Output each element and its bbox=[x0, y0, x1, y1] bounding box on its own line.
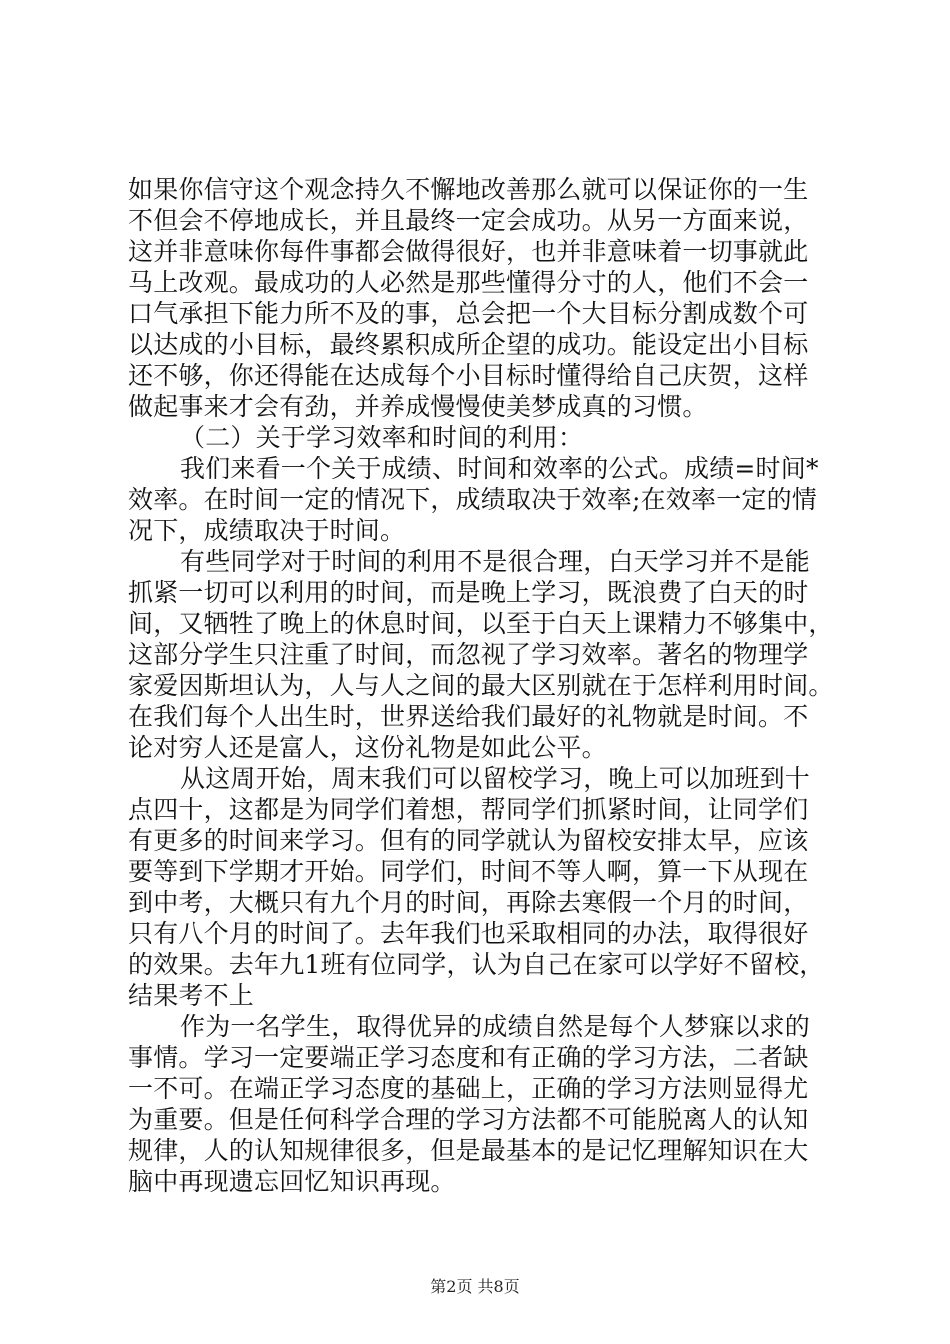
text-line: 论对穷人还是富人，这份礼物是如此公平。 bbox=[128, 733, 607, 762]
text-line: 的效果。去年九1班有位同学，认为自己在家可以学好不留校， bbox=[128, 950, 825, 979]
page-footer bbox=[0, 1277, 950, 1297]
section-heading: （二）关于学习效率和时间的利用： bbox=[180, 423, 584, 452]
text-line: 不但会不停地成长，并且最终一定会成功。从另一方面来说， bbox=[128, 206, 809, 235]
text-line: 马上改观。最成功的人必然是那些懂得分寸的人，他们不会一 bbox=[128, 268, 809, 297]
text-line: 脑中再现遗忘回忆知识再现。 bbox=[128, 1167, 456, 1196]
text-line: 为重要。但是任何科学合理的学习方法都不可能脱离人的认知 bbox=[128, 1105, 809, 1134]
text-line: 口气承担下能力所不及的事，总会把一个大目标分割成数个可 bbox=[128, 299, 809, 328]
text-line: 家爱因斯坦认为，人与人之间的最大区别就在于怎样利用时间。 bbox=[128, 671, 834, 700]
text-line: 抓紧一切可以利用的时间，而是晚上学习，既浪费了白天的时 bbox=[128, 578, 809, 607]
paragraph-first-line: 我们来看一个关于成绩、时间和效率的公式。成绩=时间* bbox=[180, 454, 819, 483]
text-line: 这部分学生只注重了时间，而忽视了学习效率。著名的物理学 bbox=[128, 640, 809, 669]
text-line: 做起事来才会有劲，并养成慢慢使美梦成真的习惯。 bbox=[128, 392, 708, 421]
paragraph-first-line: 作为一名学生，取得优异的成绩自然是每个人梦寐以求的 bbox=[180, 1012, 811, 1041]
paragraph-first-line: 从这周开始，周末我们可以留校学习，晚上可以加班到十 bbox=[180, 764, 811, 793]
text-line: 间，又牺牲了晚上的休息时间，以至于白天上课精力不够集中， bbox=[128, 609, 834, 638]
text-line: 事情。学习一定要端正学习态度和有正确的学习方法，二者缺 bbox=[128, 1043, 809, 1072]
text-line: 规律，人的认知规律很多，但是最基本的是记忆理解知识在大 bbox=[128, 1136, 809, 1165]
text-line: 到中考，大概只有九个月的时间，再除去寒假一个月的时间， bbox=[128, 888, 809, 917]
text-line: 在我们每个人出生时，世界送给我们最好的礼物就是时间。不 bbox=[128, 702, 809, 731]
text-line: 况下，成绩取决于时间。 bbox=[128, 516, 406, 545]
text-line: 这并非意味你每件事都会做得很好，也并非意味着一切事就此 bbox=[128, 237, 809, 266]
text-line: 要等到下学期才开始。同学们，时间不等人啊，算一下从现在 bbox=[128, 857, 809, 886]
page-number-label: 第2页 共8页 bbox=[430, 1277, 520, 1296]
text-line: 效率。在时间一定的情况下，成绩取决于效率;在效率一定的情 bbox=[128, 485, 818, 514]
text-line: 以达成的小目标，最终累积成所企望的成功。能设定出小目标 bbox=[128, 330, 809, 359]
text-line: 一不可。在端正学习态度的基础上，正确的学习方法则显得尤 bbox=[128, 1074, 809, 1103]
text-line: 点四十，这都是为同学们着想，帮同学们抓紧时间，让同学们 bbox=[128, 795, 809, 824]
text-line: 有更多的时间来学习。但有的同学就认为留校安排太早，应该 bbox=[128, 826, 809, 855]
text-line: 结果考不上 bbox=[128, 981, 255, 1010]
paragraph-first-line: 有些同学对于时间的利用不是很合理，白天学习并不是能 bbox=[180, 547, 811, 576]
text-line: 只有八个月的时间了。去年我们也采取相同的办法，取得很好 bbox=[128, 919, 809, 948]
text-line: 如果你信守这个观念持久不懈地改善那么就可以保证你的一生 bbox=[128, 175, 809, 204]
document-body bbox=[128, 174, 840, 1197]
text-line: 还不够，你还得能在达成每个小目标时懂得给自己庆贺，这样 bbox=[128, 361, 809, 390]
